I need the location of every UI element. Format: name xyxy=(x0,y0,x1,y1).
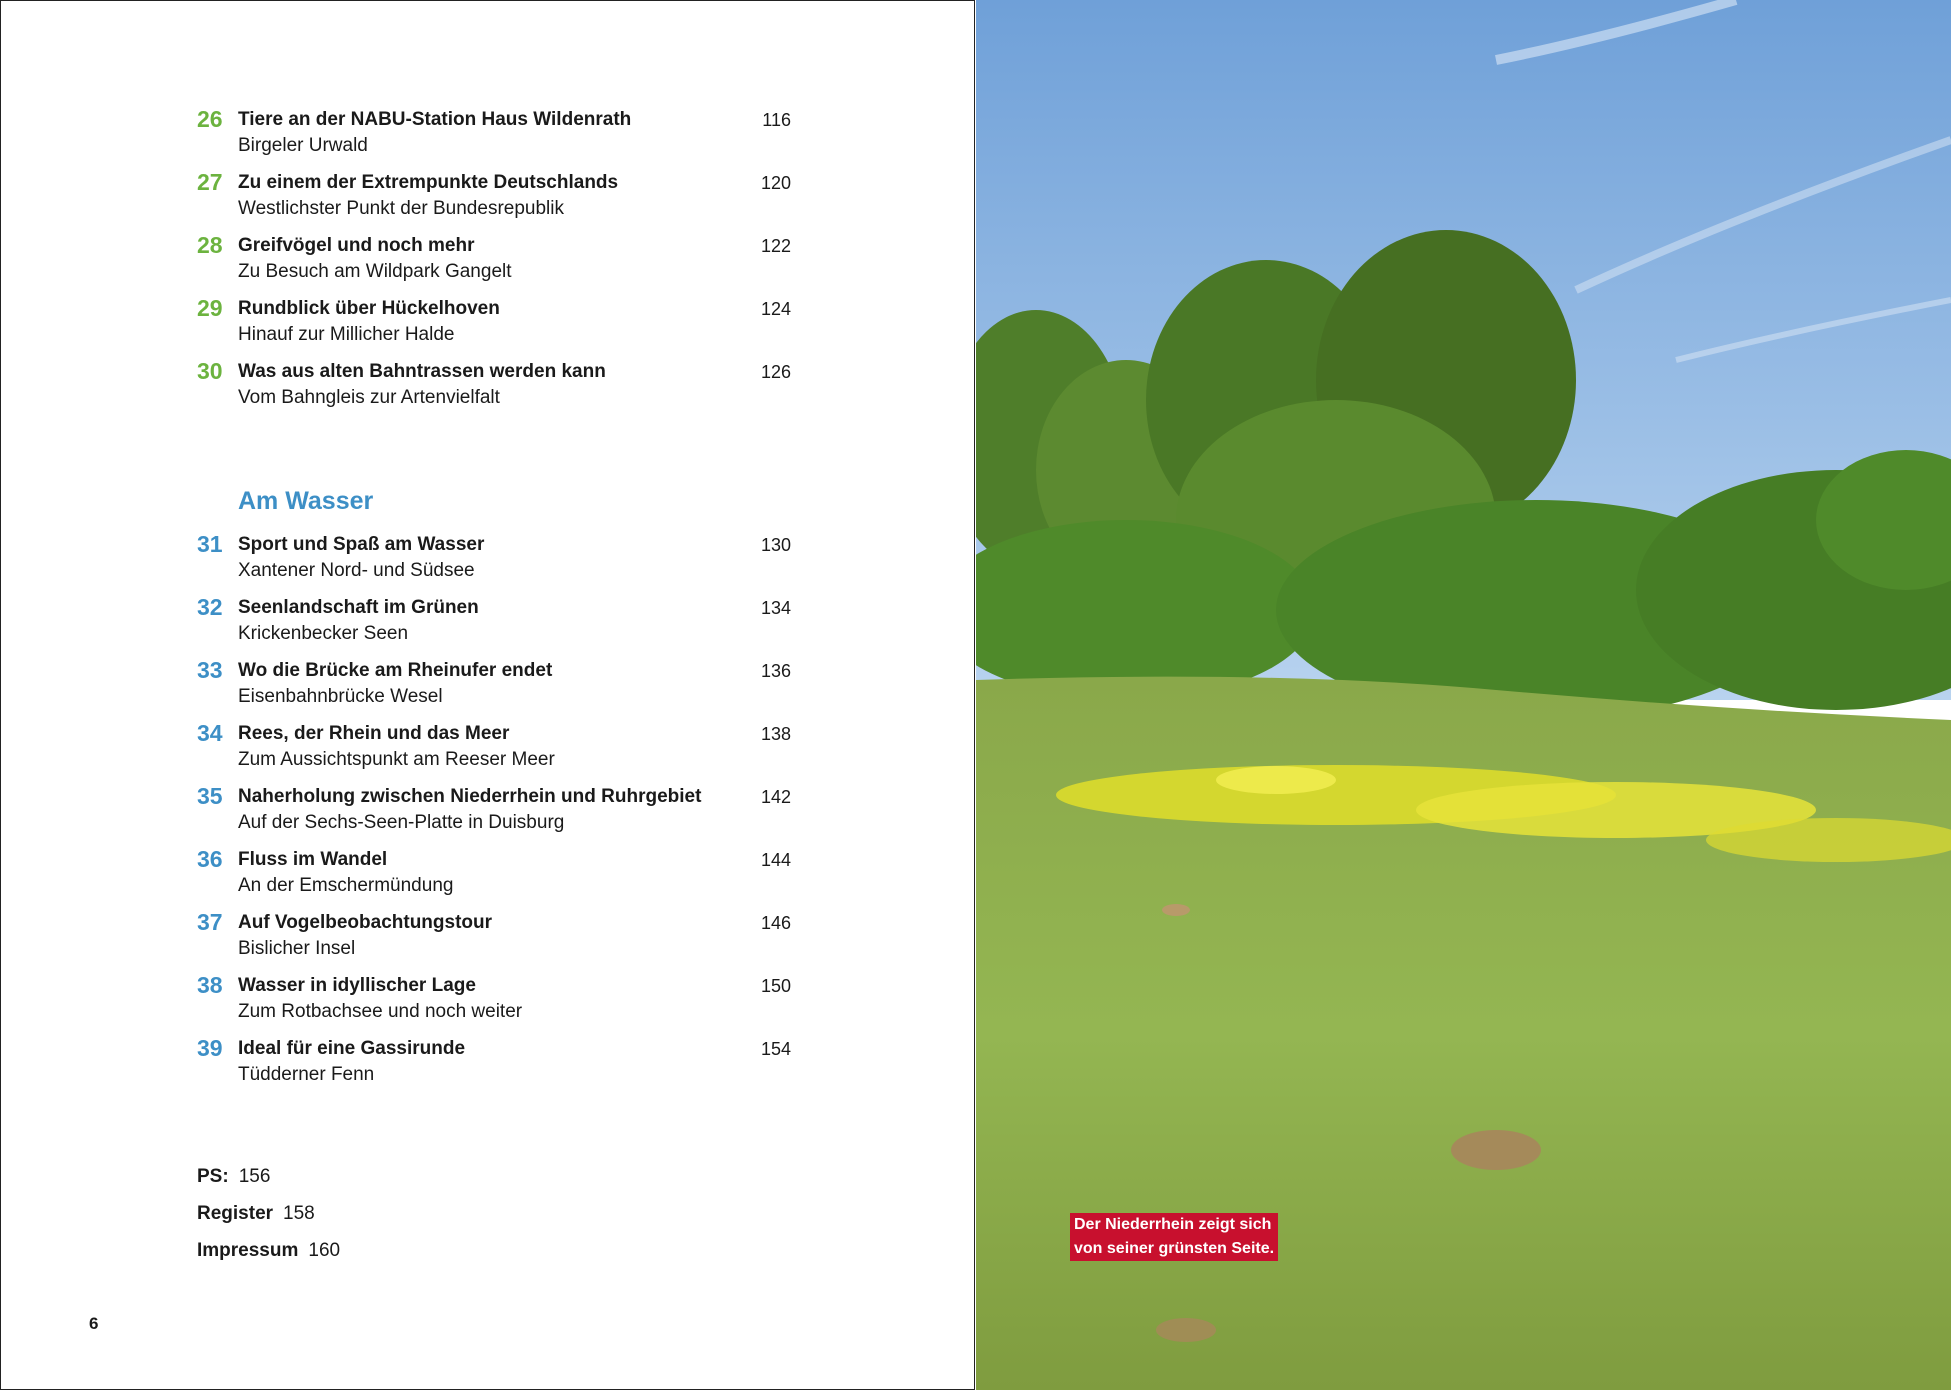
entry-subtitle: Hinauf zur Millicher Halde xyxy=(238,324,455,345)
extra-page-number: 156 xyxy=(238,1166,271,1187)
toc-entry[interactable] xyxy=(197,656,791,719)
entry-title: Ideal für eine Gassirunde xyxy=(238,1038,466,1059)
toc-group-nature xyxy=(197,105,791,420)
entry-subtitle: Zum Rotbachsee und noch weiter xyxy=(238,1001,523,1022)
entry-subtitle: An der Emschermündung xyxy=(238,875,454,896)
entry-title: Greifvögel und noch mehr xyxy=(238,235,475,256)
entry-number: 37 xyxy=(197,909,223,935)
toc-entry[interactable] xyxy=(197,168,791,231)
entry-number: 28 xyxy=(197,232,223,258)
entry-number: 30 xyxy=(197,358,223,384)
entry-page-number: 142 xyxy=(760,787,791,807)
extra-label: Impressum xyxy=(197,1240,299,1261)
entry-title: Seenlandschaft im Grünen xyxy=(238,597,479,618)
entry-page-number: 122 xyxy=(760,236,791,256)
entry-subtitle: Bislicher Insel xyxy=(238,938,356,959)
entry-subtitle: Xantener Nord- und Südsee xyxy=(238,560,475,581)
entry-page-number: 130 xyxy=(760,535,791,555)
toc-entry[interactable] xyxy=(197,719,791,782)
entry-page-number: 116 xyxy=(762,110,791,130)
extra-label: PS: xyxy=(197,1166,229,1187)
entry-title: Naherholung zwischen Niederrhein und Ruhrgebiet xyxy=(238,786,702,807)
toc-entry[interactable] xyxy=(197,845,791,908)
entry-title: Fluss im Wandel xyxy=(238,849,388,870)
toc-entry[interactable] xyxy=(197,530,791,593)
entry-number: 27 xyxy=(197,169,223,195)
entry-title: Was aus alten Bahntrassen werden kann xyxy=(238,361,606,382)
entry-subtitle: Zu Besuch am Wildpark Gangelt xyxy=(238,261,512,282)
entry-subtitle: Birgeler Urwald xyxy=(238,135,368,156)
entry-page-number: 150 xyxy=(760,976,791,996)
section-heading: Am Wasser xyxy=(238,487,374,515)
extra-entry[interactable] xyxy=(197,1239,340,1276)
entry-number: 33 xyxy=(197,657,223,683)
entry-number: 31 xyxy=(197,531,223,557)
entry-subtitle: Zum Aussichtspunkt am Reeser Meer xyxy=(238,749,555,770)
entry-title: Sport und Spaß am Wasser xyxy=(238,534,485,555)
entry-subtitle: Auf der Sechs-Seen-Platte in Duisburg xyxy=(238,812,565,833)
toc-entry[interactable] xyxy=(197,593,791,656)
entry-number: 32 xyxy=(197,594,223,620)
entry-number: 39 xyxy=(197,1035,223,1061)
extra-page-number: 160 xyxy=(308,1240,341,1261)
toc-group-water xyxy=(197,530,791,1097)
entry-number: 36 xyxy=(197,846,223,872)
entry-number: 34 xyxy=(197,720,223,746)
entry-title: Auf Vogelbeobachtungstour xyxy=(238,912,493,933)
entry-page-number: 144 xyxy=(760,850,791,870)
entry-subtitle: Krickenbecker Seen xyxy=(238,623,409,644)
caption-line-2: von seiner grünsten Seite. xyxy=(1074,1240,1275,1257)
extra-label: Register xyxy=(197,1203,274,1224)
entry-title: Rundblick über Hückelhoven xyxy=(238,298,500,319)
entry-page-number: 126 xyxy=(760,362,791,382)
entry-page-number: 138 xyxy=(760,724,791,744)
toc-entry[interactable] xyxy=(197,294,791,357)
toc-entry[interactable] xyxy=(197,105,791,168)
entry-subtitle: Vom Bahngleis zur Artenvielfalt xyxy=(238,387,500,408)
toc-entry[interactable] xyxy=(197,782,791,845)
entry-number: 35 xyxy=(197,783,223,809)
entry-number: 38 xyxy=(197,972,223,998)
toc-entry[interactable] xyxy=(197,1034,791,1097)
entry-page-number: 146 xyxy=(760,913,791,933)
entry-page-number: 120 xyxy=(760,173,791,193)
extra-entry[interactable] xyxy=(197,1165,340,1202)
entry-title: Tiere an der NABU-Station Haus Wildenrath xyxy=(238,109,632,130)
toc-entry[interactable] xyxy=(197,908,791,971)
toc-entry[interactable] xyxy=(197,971,791,1034)
extra-page-number: 158 xyxy=(283,1203,315,1224)
entry-title: Rees, der Rhein und das Meer xyxy=(238,723,510,744)
entry-title: Zu einem der Extrempunkte Deutschlands xyxy=(238,172,619,193)
entry-page-number: 136 xyxy=(760,661,791,681)
left-page xyxy=(0,0,975,1390)
caption-line-1: Der Niederrhein zeigt sich xyxy=(1074,1216,1272,1233)
entry-subtitle: Westlichster Punkt der Bundesrepublik xyxy=(238,198,564,219)
extra-entry[interactable] xyxy=(197,1202,340,1239)
meadow-photo xyxy=(976,0,1951,1390)
toc-entry[interactable] xyxy=(197,231,791,294)
entry-number: 29 xyxy=(197,295,223,321)
entry-page-number: 154 xyxy=(760,1039,791,1059)
entry-title: Wo die Brücke am Rheinufer endet xyxy=(238,660,553,681)
entry-page-number: 134 xyxy=(760,598,791,618)
photo-caption xyxy=(1070,1213,1278,1261)
entry-title: Wasser in idyllischer Lage xyxy=(238,975,476,996)
meadow-photo-illustration xyxy=(976,0,1951,1390)
entry-page-number: 124 xyxy=(760,299,791,319)
page-number: 6 xyxy=(89,1314,99,1333)
toc-extras xyxy=(197,1165,340,1276)
entry-subtitle: Tüdderner Fenn xyxy=(238,1064,375,1085)
entry-number: 26 xyxy=(197,106,223,132)
entry-subtitle: Eisenbahnbrücke Wesel xyxy=(238,686,443,707)
toc-entry[interactable] xyxy=(197,357,791,420)
